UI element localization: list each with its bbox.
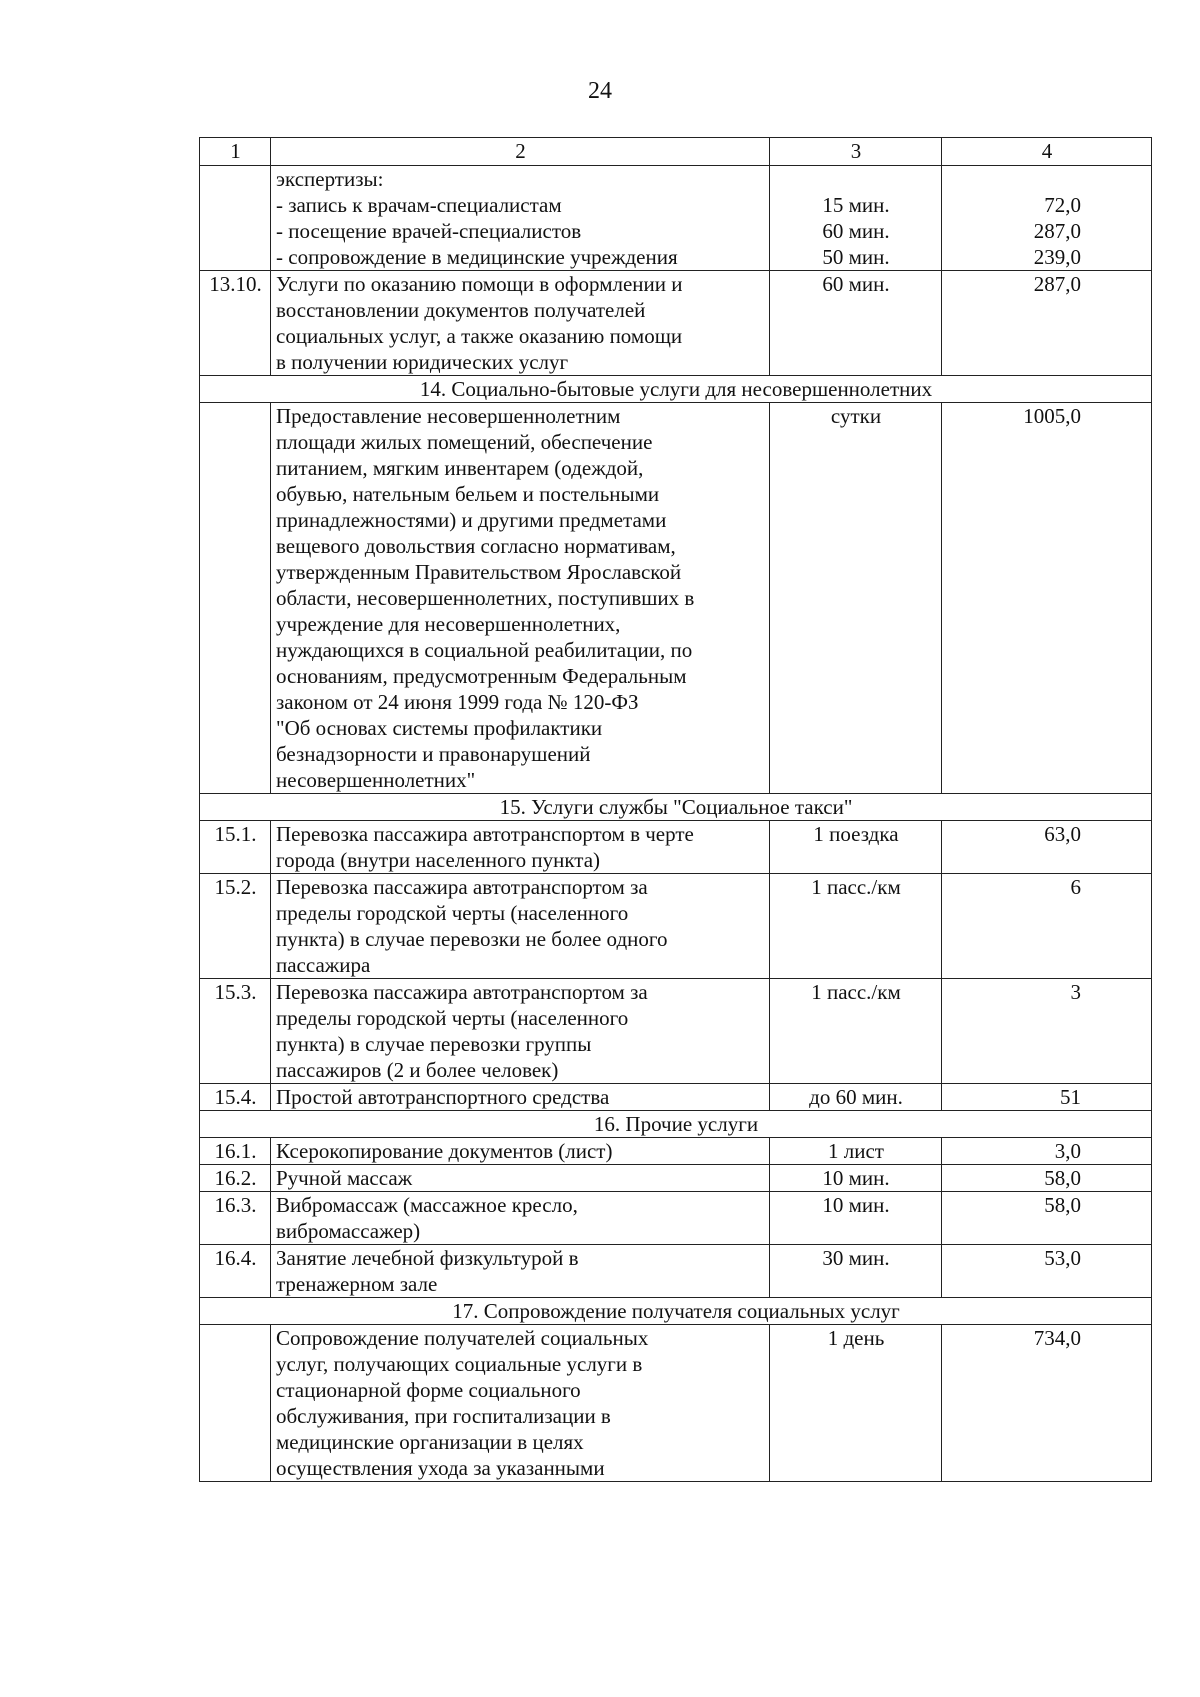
section-title: 17. Сопровождение получателя социальных услуг: [200, 1298, 1152, 1325]
row-number: 16.4.: [200, 1245, 271, 1298]
row-number: [200, 403, 271, 794]
service-description: Перевозка пассажира автотранспортом за пределы городской черты (населенного пункта) в случае перевозки группы пассажиров (2 и более человек): [271, 979, 770, 1084]
unit-value: 60 мин.: [822, 219, 890, 243]
unit-cell: 10 мин.: [770, 1165, 942, 1192]
price-cell: 58,0: [942, 1165, 1152, 1192]
price-cell: 58,0: [942, 1192, 1152, 1245]
row-number: 16.1.: [200, 1138, 271, 1165]
unit-cell: 1 лист: [770, 1138, 942, 1165]
text-line: - сопровождение в медицинские учреждения: [276, 245, 678, 269]
row-number: 15.2.: [200, 874, 271, 979]
unit-cell: до 60 мин.: [770, 1084, 942, 1111]
unit-cell: 1 день: [770, 1325, 942, 1482]
service-description: Предоставление несовершеннолетним площади жилых помещений, обеспечение питанием, мягким инвентарем (одеждой, обувью, нательным бельем и постельными принадлежностями) и другими предметами вещевого довольствия согласно нормативам, утвержденным Правительством Ярославской области, несовершеннолетних, поступивших в учреждение для несовершеннолетних, нуждающихся в социальной реабилитации, по основаниям, предусмотренным Федеральным законом от 24 июня 1999 года № 120-ФЗ "Об основах системы профилактики безнадзорности и правонарушений несовершеннолетних": [271, 403, 770, 794]
text-line: - посещение врачей-специалистов: [276, 219, 582, 243]
price-cell: 53,0: [942, 1245, 1152, 1298]
unit-cell: 10 мин.: [770, 1192, 942, 1245]
page-number: 24: [588, 78, 612, 104]
price-value: 239,0: [1033, 245, 1081, 269]
row-number: 13.10.: [200, 271, 271, 376]
row-number: 16.2.: [200, 1165, 271, 1192]
table-row: [200, 1165, 1152, 1192]
unit-value: 50 мин.: [822, 245, 890, 269]
service-description: Услуги по оказанию помощи в оформлении и восстановлении документов получателей социальных услуг, а также оказанию помощи в получении юридических услуг: [271, 271, 770, 376]
price-cell: 734,0: [942, 1325, 1152, 1482]
column-header: 2: [271, 138, 770, 166]
service-description: Вибромассаж (массажное кресло, вибромассажер): [271, 1192, 770, 1245]
service-description: Ручной массаж: [271, 1165, 770, 1192]
unit-cell: 60 мин.: [770, 271, 942, 376]
unit-cell: сутки: [770, 403, 942, 794]
section-title: 14. Социально-бытовые услуги для несовершеннолетних: [200, 376, 1152, 403]
tariff-table: [199, 137, 1152, 1482]
row-number: 15.1.: [200, 821, 271, 874]
table-row: [200, 1138, 1152, 1165]
row-number: 15.4.: [200, 1084, 271, 1111]
row-number: 15.3.: [200, 979, 271, 1084]
price-cell: 1005,0: [942, 403, 1152, 794]
unit-cell: 30 мин.: [770, 1245, 942, 1298]
service-description: Перевозка пассажира автотранспортом в черте города (внутри населенного пункта): [271, 821, 770, 874]
table-header-row: [200, 138, 1152, 166]
table-row: [200, 1084, 1152, 1111]
price-cell: 6: [942, 874, 1152, 979]
section-header-row: [200, 376, 1152, 403]
unit-cell: 1 поездка: [770, 821, 942, 874]
table-row: [200, 403, 1152, 794]
table-row: [200, 271, 1152, 376]
section-header-row: [200, 794, 1152, 821]
column-header: 4: [942, 138, 1152, 166]
price-cell: [942, 166, 1152, 271]
unit-cell: 1 пасс./км: [770, 874, 942, 979]
table-row: [200, 821, 1152, 874]
price-value: 72,0: [1044, 193, 1081, 217]
price-cell: 287,0: [942, 271, 1152, 376]
price-cell: 3,0: [942, 1138, 1152, 1165]
table-row: [200, 1325, 1152, 1482]
column-header: 1: [200, 138, 271, 166]
table-row: [200, 874, 1152, 979]
table-row: [200, 979, 1152, 1084]
row-number: 16.3.: [200, 1192, 271, 1245]
service-description: Простой автотранспортного средства: [271, 1084, 770, 1111]
section-title: 15. Услуги службы "Социальное такси": [200, 794, 1152, 821]
service-description: Сопровождение получателей социальных услуг, получающих социальные услуги в стационарной форме социального обслуживания, при госпитализации в медицинские организации в целях осуществления ухода за указанными: [271, 1325, 770, 1482]
price-cell: 3: [942, 979, 1152, 1084]
table-row: [200, 1245, 1152, 1298]
row-number: [200, 1325, 271, 1482]
unit-cell: 1 пасс./км: [770, 979, 942, 1084]
row-number: [200, 166, 271, 271]
service-description: Перевозка пассажира автотранспортом за пределы городской черты (населенного пункта) в случае перевозки не более одного пассажира: [271, 874, 770, 979]
text-line: экспертизы:: [276, 167, 384, 191]
service-description: [271, 166, 770, 271]
price-cell: 51: [942, 1084, 1152, 1111]
section-title: 16. Прочие услуги: [200, 1111, 1152, 1138]
service-description: Занятие лечебной физкультурой в тренажерном зале: [271, 1245, 770, 1298]
column-header: 3: [770, 138, 942, 166]
table-row: [200, 1192, 1152, 1245]
price-value: 287,0: [1033, 219, 1081, 243]
text-line: - запись к врачам-специалистам: [276, 193, 562, 217]
unit-value: 15 мин.: [822, 193, 890, 217]
table-row: [200, 166, 1152, 271]
section-header-row: [200, 1111, 1152, 1138]
section-header-row: [200, 1298, 1152, 1325]
unit-cell: [770, 166, 942, 271]
price-cell: 63,0: [942, 821, 1152, 874]
service-description: Ксерокопирование документов (лист): [271, 1138, 770, 1165]
